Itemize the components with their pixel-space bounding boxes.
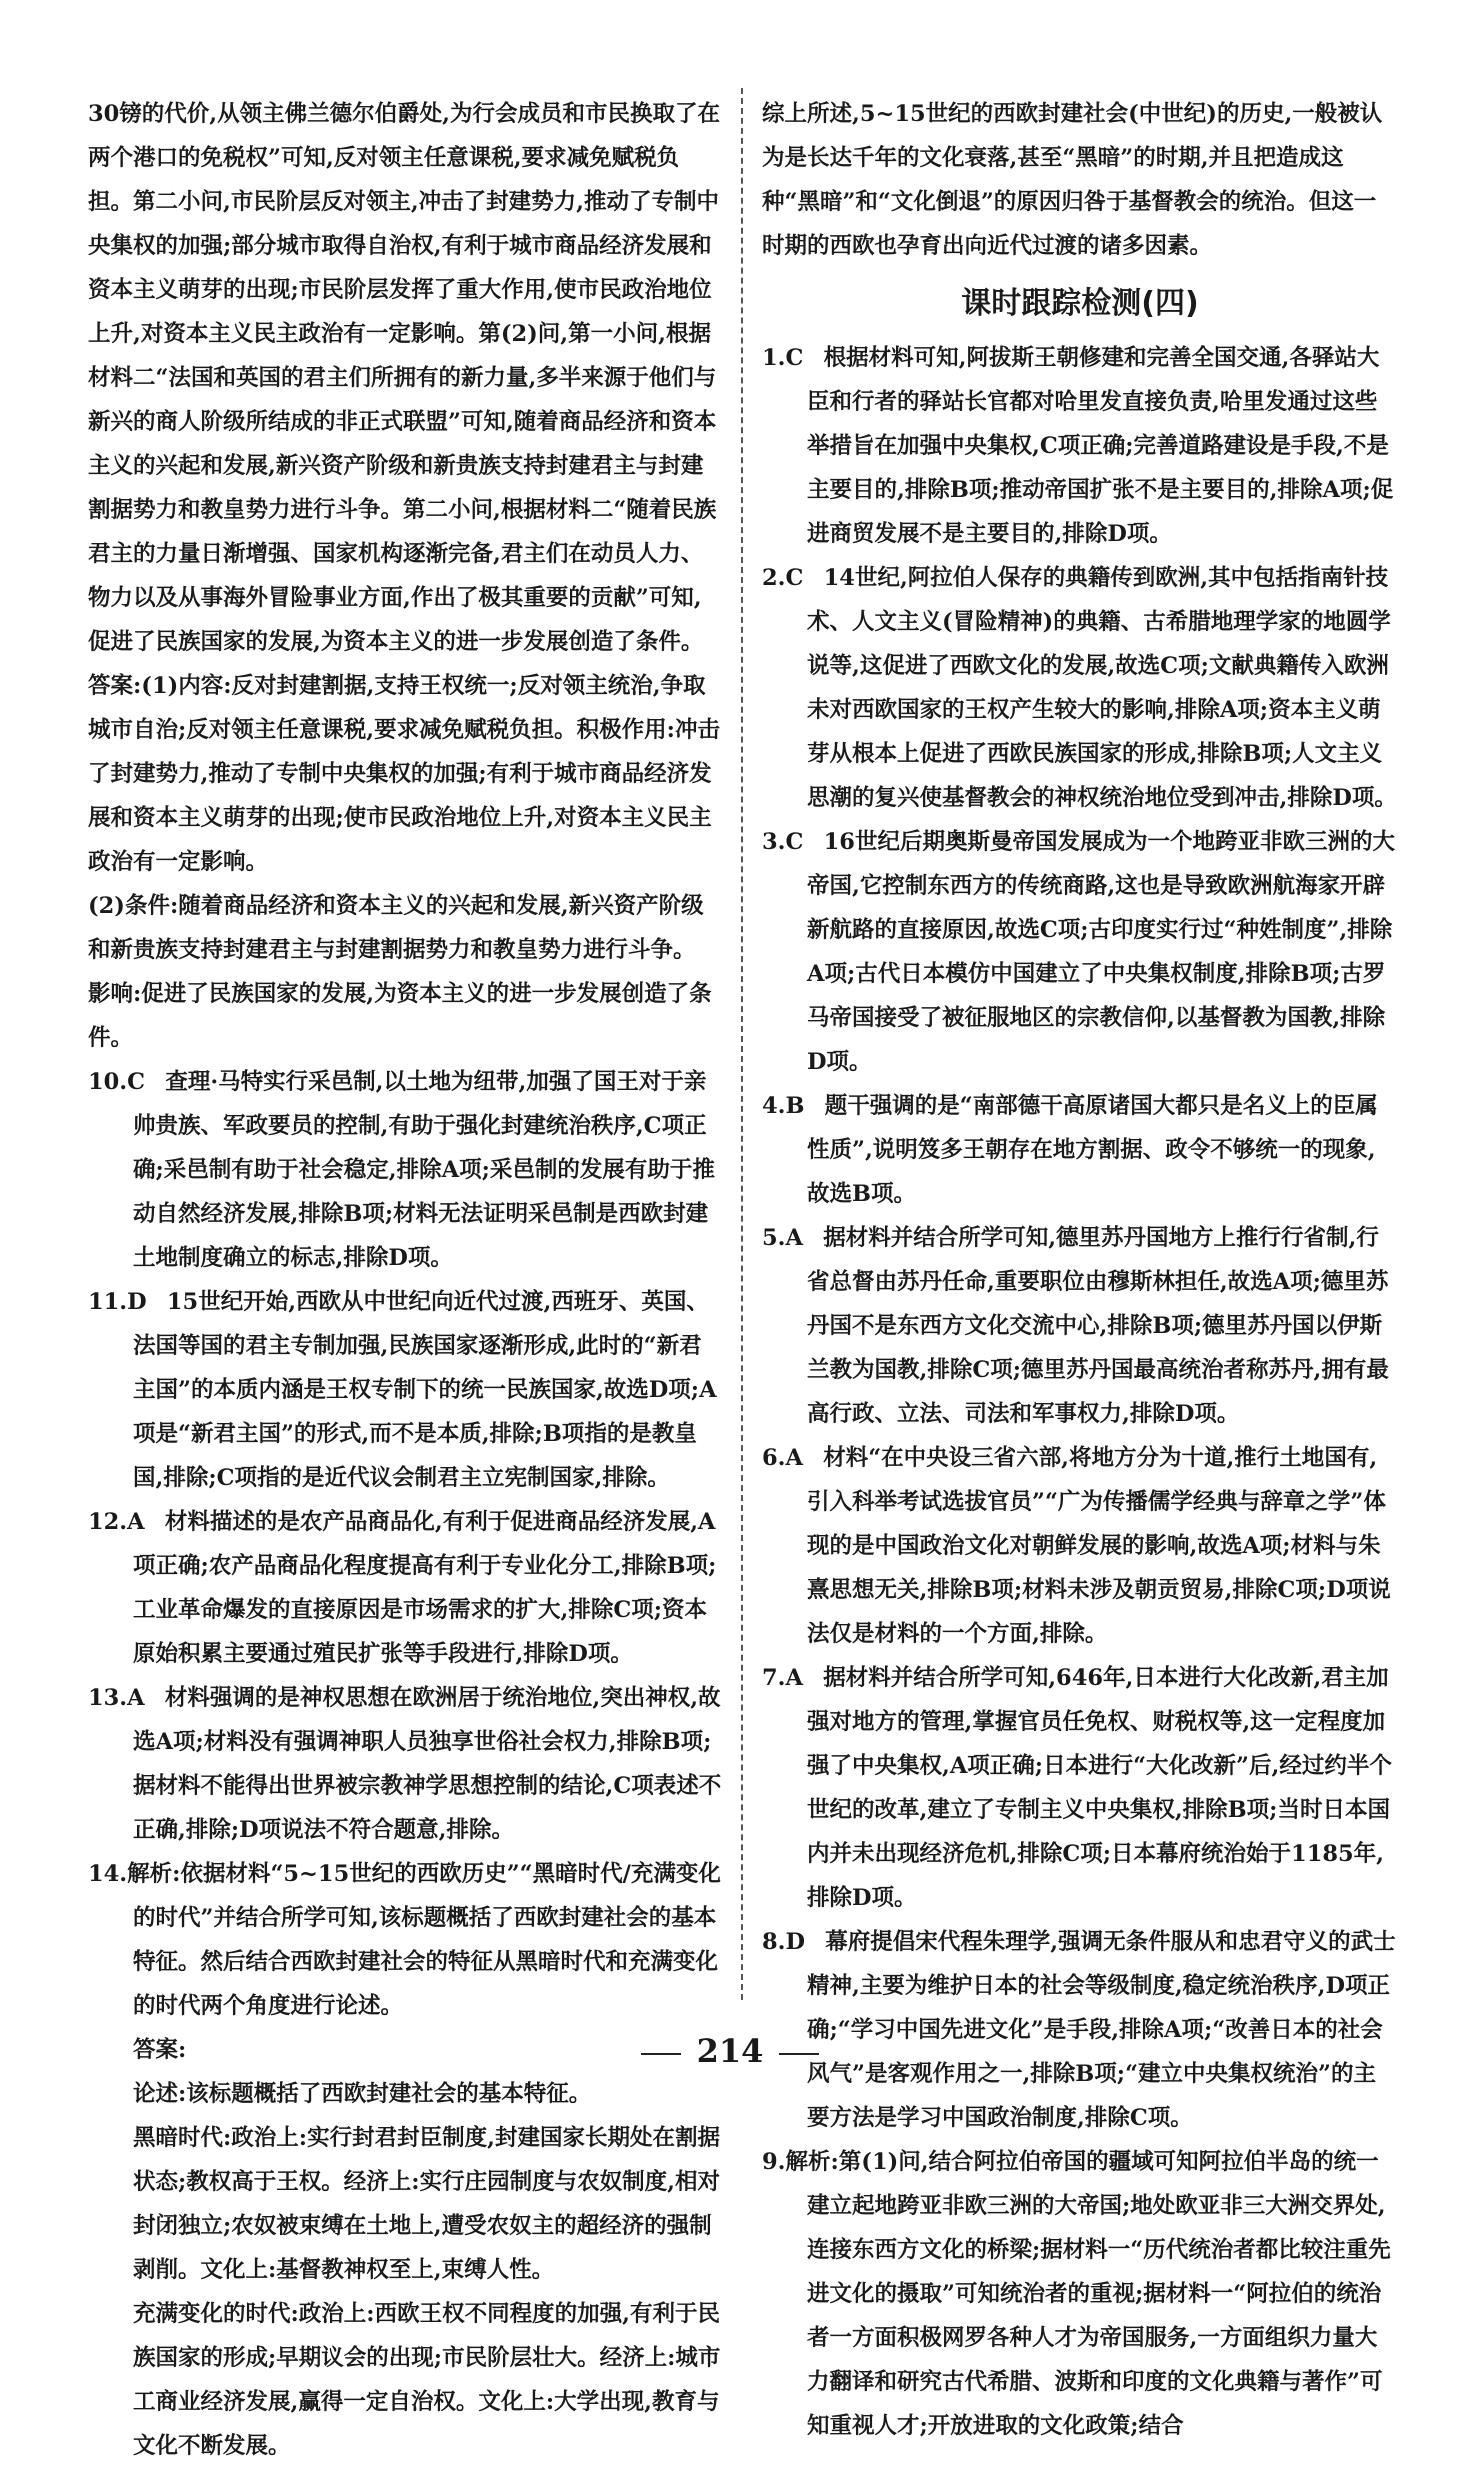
answer-paragraph: 黑暗时代:政治上:实行封君封臣制度,封建国家长期处在割据状态;教权高于王权。经济上:实行庄园制度与农奴制度,相对封闭独立;农奴被束缚在土地上,遭受农奴主的超经济的强制剥削。文化上:基督教神权至上,束缚人性。 [133, 2125, 720, 2283]
answer-paragraph: 影响:促进了民族国家的发展,为资本主义的进一步发展创造了条件。 [88, 981, 712, 1051]
footer-dash-right [779, 2053, 819, 2055]
question-number: 11.D [88, 1289, 147, 1315]
question-number: 1.C [762, 345, 804, 371]
question-9: 9.解析:第(1)问,结合阿拉伯帝国的疆域可知阿拉伯半岛的统一建立起地跨亚非欧三洲的大帝国;地处欧亚非三大洲交界处,连接东西方文化的桥梁;据材料一“历代统治者都比较注重先进文化的摄取”可知统治者的重视;据材料一“阿拉伯的统治者一方面积极网罗各种人才为帝国服务,一方面组织力量大力翻译和研究古代希腊、波斯和印度的文化典籍与著作”可知重视人才;开放进取的文化政策;结合 [762, 2149, 1391, 2439]
question-number: 4.B [762, 1093, 805, 1119]
page-footer [0, 2032, 1460, 2070]
answer-label: 答案: [133, 2037, 187, 2063]
section-title: 课时跟踪检测(四) [961, 286, 1199, 321]
question-1: 1.C 根据材料可知,阿拔斯王朝修建和完善全国交通,各驿站大臣和行者的驿站长官都对哈里发直接负责,哈里发通过这些举措旨在加强中央集权,C项正确;完善道路建设是手段,不是主要目的,排除B项;推动帝国扩张不是主要目的,排除A项;促进商贸发展不是主要目的,排除D项。 [762, 345, 1394, 547]
column-divider [741, 88, 743, 2000]
question-number: 13.A [88, 1685, 145, 1711]
question-number: 12.A [88, 1509, 145, 1535]
answer-paragraph: 论述:该标题概括了西欧封建社会的基本特征。 [133, 2081, 592, 2107]
question-number: 6.A [762, 1445, 803, 1471]
question-number: 3.C [762, 829, 804, 855]
question-7: 7.A 据材料并结合所学可知,646年,日本进行大化改新,君主加强对地方的管理,掌握官员任免权、财税权等,这一定程度加强了中央集权,A项正确;日本进行“大化改新”后,经过约半个世纪的改革,建立了专制主义中央集权,排除B项;当时日本国内并未出现经济危机,排除C项;日本幕府统治始于1185年,排除D项。 [762, 1665, 1392, 1911]
page-number: 214 [696, 2032, 764, 2070]
question-10: 10.C 查理·马特实行采邑制,以土地为纽带,加强了国王对于亲帅贵族、军政要员的控制,有助于强化封建统治秩序,C项正确;采邑制有助于社会稳定,排除A项;采邑制的发展有助于推动自然经济发展,排除B项;材料无法证明采邑制是西欧封建土地制度确立的标志,排除D项。 [88, 1069, 715, 1271]
question-3: 3.C 16世纪后期奥斯曼帝国发展成为一个地跨亚非欧三洲的大帝国,它控制东西方的传统商路,这也是导致欧洲航海家开辟新航路的直接原因,故选C项;古印度实行过“种姓制度”,排除A项;古代日本模仿中国建立了中央集权制度,排除B项;古罗马帝国接受了被征服地区的宗教信仰,以基督教为国教,排除D项。 [762, 829, 1395, 1075]
question-8: 8.D 幕府提倡宋代程朱理学,强调无条件服从和忠君守义的武士精神,主要为维护日本的社会等级制度,稳定统治秩序,D项正确;“学习中国先进文化”是手段,排除A项;“改善日本的社会风气”是客观作用之一,排除B项;“建立中央集权统治”的主要方法是学习中国政治制度,排除C项。 [762, 1929, 1396, 2131]
question-number: 2.C [762, 565, 804, 591]
question-12: 12.A 材料描述的是农产品商品化,有利于促进商品经济发展,A项正确;农产品商品化程度提高有利于专业化分工,排除B项;工业革命爆发的直接原因是市场需求的扩大,排除C项;资本原始积累主要通过殖民扩张等手段进行,排除D项。 [88, 1509, 717, 1667]
question-4: 4.B 题干强调的是“南部德干高原诸国大都只是名义上的臣属性质”,说明笈多王朝存在地方割据、政令不够统一的现象,故选B项。 [762, 1093, 1378, 1207]
continued-paragraph: 30镑的代价,从领主佛兰德尔伯爵处,为行会成员和市民换取了在两个港口的免税权”可知,反对领主任意课税,要求减免赋税负担。第二小问,市民阶层反对领主,冲击了封建势力,推动了专制中央集权的加强;部分城市取得自治权,有利于城市商品经济发展和资本主义萌芽的出现;市民阶层发挥了重大作用,使市民政治地位上升,对资本主义民主政治有一定影响。第(2)问,第一小问,根据材料二“法国和英国的君主们所拥有的新力量,多半来源于他们与新兴的商人阶级所结成的非正式联盟”可知,随着商品经济和资本主义的兴起和发展,新兴资产阶级和新贵族支持封建君主与封建割据势力和教皇势力进行斗争。第二小问,根据材料二“随着民族君主的力量日渐增强、国家机构逐渐完备,君主们在动员人力、物力以及从事海外冒险事业方面,作出了极其重要的贡献”可知,促进了民族国家的发展,为资本主义的进一步发展创造了条件。 [88, 101, 720, 655]
question-5: 5.A 据材料并结合所学可知,德里苏丹国地方上推行行省制,行省总督由苏丹任命,重要职位由穆斯林担任,故选A项;德里苏丹国不是东西方文化交流中心,排除B项;德里苏丹国以伊斯兰教为国教,排除C项;德里苏丹国最高统治者称苏丹,拥有最高行政、立法、司法和军事权力,排除D项。 [762, 1225, 1389, 1427]
question-14: 14.解析:依据材料“5~15世纪的西欧历史”“黑暗时代/充满变化的时代”并结合所学可知,该标题概括了西欧封建社会的基本特征。然后结合西欧封建社会的特征从黑暗时代和充满变化的时代两个角度进行论述。 [88, 1861, 721, 2019]
left-column [88, 92, 723, 2468]
question-number: 9. [762, 2149, 786, 2175]
question-number: 10.C [88, 1069, 146, 1095]
answer-paragraph: 充满变化的时代:政治上:西欧王权不同程度的加强,有利于民族国家的形成;早期议会的出现;市民阶层壮大。经济上:城市工商业经济发展,赢得一定自治权。文化上:大学出现,教育与文化不断发展。 [133, 2301, 721, 2459]
question-2: 2.C 14世纪,阿拉伯人保存的典籍传到欧洲,其中包括指南针技术、人文主义(冒险精神)的典籍、古希腊地理学家的地圆学说等,这促进了西欧文化的发展,故选C项;文献典籍传入欧洲未对西欧国家的王权产生较大的影响,排除A项;资本主义萌芽从根本上促进了西欧民族国家的形成,排除B项;人文主义思潮的复兴使基督教会的神权统治地位受到冲击,排除D项。 [762, 565, 1397, 811]
question-number: 7.A [762, 1665, 803, 1691]
answer-paragraph: (2)条件:随着商品经济和资本主义的兴起和发展,新兴资产阶级和新贵族支持封建君主与封建割据势力和教皇势力进行斗争。 [88, 893, 704, 963]
continued-paragraph: 综上所述,5~15世纪的西欧封建社会(中世纪)的历史,一般被认为是长达千年的文化衰落,甚至“黑暗”的时期,并且把造成这种“黑暗”和“文化倒退”的原因归咎于基督教会的统治。但这一时期的西欧也孕育出向近代过渡的诸多因素。 [762, 101, 1383, 259]
question-number: 8.D [762, 1929, 806, 1955]
question-number: 14. [88, 1861, 128, 1887]
question-6: 6.A 材料“在中央设三省六部,将地方分为十道,推行土地国有,引入科举考试选拔官员”“广为传播儒学经典与辞章之学”体现的是中国政治文化对朝鲜发展的影响,故选A项;材料与朱熹思想无关,排除B项;材料未涉及朝贡贸易,排除C项;D项说法仅是材料的一个方面,排除。 [762, 1445, 1391, 1647]
question-number: 5.A [762, 1225, 803, 1251]
right-column [762, 92, 1398, 2448]
answer-paragraph: 答案:(1)内容:反对封建割据,支持王权统一;反对领主统治,争取城市自治;反对领主任意课税,要求减免赋税负担。积极作用:冲击了封建势力,推动了专制中央集权的加强;有利于城市商品经济发展和资本主义萌芽的出现;使市民政治地位上升,对资本主义民主政治有一定影响。 [88, 673, 720, 875]
question-13: 13.A 材料强调的是神权思想在欧洲居于统治地位,突出神权,故选A项;材料没有强调神职人员独享世俗社会权力,排除B项;据材料不能得出世界被宗教神学思想控制的结论,C项表述不正确,排除;D项说法不符合题意,排除。 [88, 1685, 722, 1843]
question-11: 11.D 15世纪开始,西欧从中世纪向近代过渡,西班牙、英国、法国等国的君主专制加强,民族国家逐渐形成,此时的“新君主国”的本质内涵是王权专制下的统一民族国家,故选D项;A项是“新君主国”的形式,而不是本质,排除;B项指的是教皇国,排除;C项指的是近代议会制君主立宪制国家,排除。 [88, 1289, 717, 1491]
footer-dash-left [641, 2053, 681, 2055]
